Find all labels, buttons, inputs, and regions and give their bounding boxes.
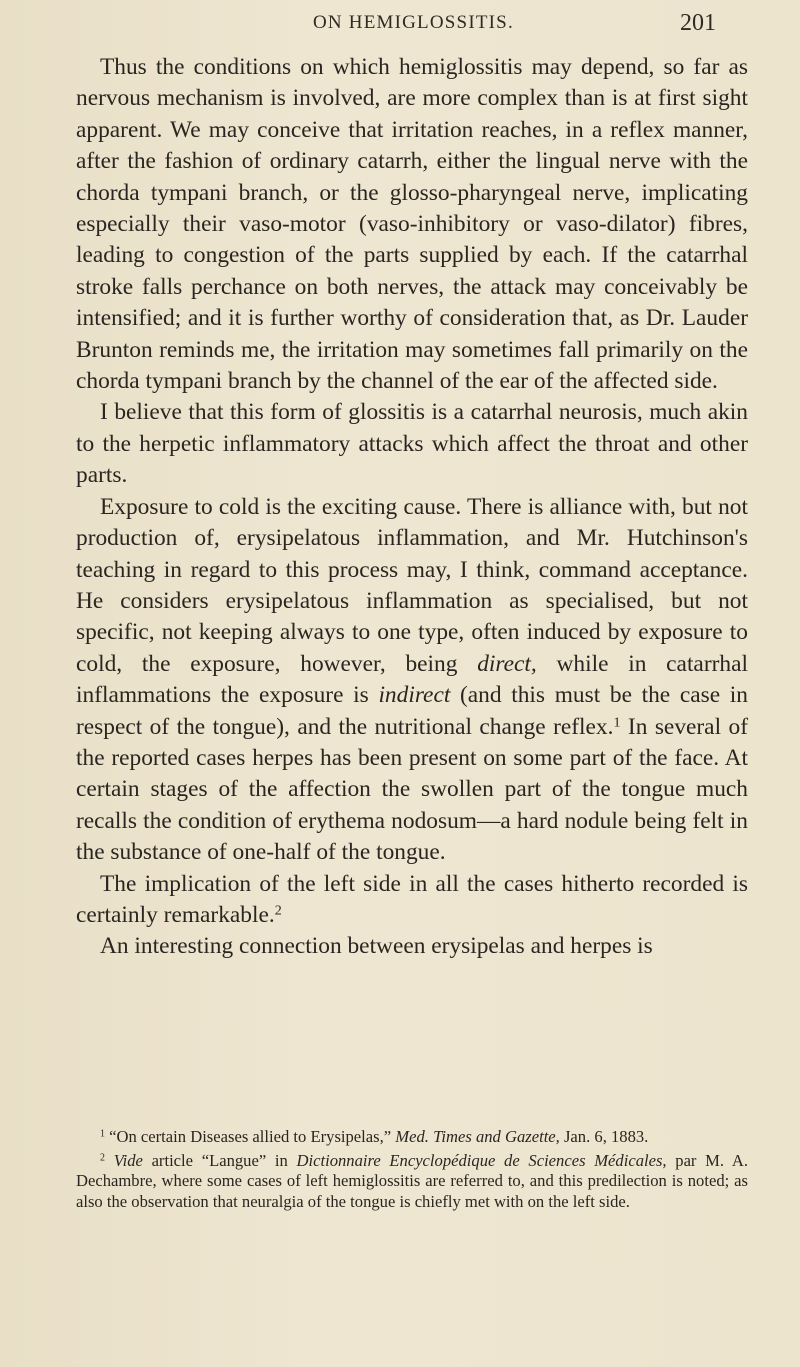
paragraph-4: [76, 869, 748, 932]
page-number: 201: [680, 10, 716, 36]
footnote-1-journal: Med. Times and Gazette,: [395, 1127, 560, 1146]
footnote-2-vide: Vide: [113, 1151, 143, 1171]
paragraph-3-text-d: In several of the reported cases herpes has been present on some part of the face. At certain stages of the affection the swollen part of the tongue much recalls the condition of erythema nodosum—a hard nodule being felt in the substance of one-half of the tongue.: [76, 713, 748, 866]
footnote-ref-1: 1: [613, 713, 621, 730]
paragraph-3-text-c: (and this must be the case in respect of the tongue), and the nutritional change reflex.: [76, 682, 748, 740]
paragraph-2: I believe that this form of glossitis is a catarrhal neurosis, much akin to the herpetic inflammatory attacks which affect the throat and other parts.: [76, 399, 748, 489]
footnote-2-text-b: par M. A. Dechambre, where some cases of left hemiglossitis are referred to, and this predilection is noted; as also the observation that neuralgia of the tongue is chiefly met with on the left side.: [76, 1151, 748, 1211]
emphasis-direct: direct,: [477, 650, 537, 677]
footnote-2-mark: 2: [100, 1152, 105, 1164]
footnote-1-mark: 1: [100, 1128, 105, 1140]
body-text: [76, 52, 748, 963]
footnote-2: [76, 1151, 748, 1212]
paragraph-3: [76, 492, 748, 869]
footnote-1-text-b: Jan. 6, 1883.: [559, 1127, 649, 1146]
footnote-1: [76, 1127, 748, 1147]
footnote-ref-2: 2: [274, 902, 282, 919]
footnote-2-text-a: article “Langue” in: [142, 1151, 297, 1171]
page-header: [0, 12, 800, 42]
footnote-1-text-a: “On certain Diseases allied to Erysipelas,”: [104, 1127, 396, 1146]
footnote-2-dictionary: Dictionnaire Encyclopédique de Sciences Médicales,: [296, 1151, 667, 1171]
running-title: ON HEMIGLOSSITIS.: [313, 12, 514, 33]
paragraph-4-text: The implication of the left side in all the cases hitherto recorded is certainly remarkable.: [76, 870, 748, 928]
footnotes: [76, 1127, 748, 1216]
paragraph-3-text-b: while in catarrhal inflammations the exposure is: [76, 650, 748, 709]
paragraph-3-text-a: Exposure to cold is the exciting cause. There is alliance with, but not production of, erysipelatous inflammation, and Mr. Hutchinson's teaching in regard to this process may, I think, command acceptance. He considers erysipelatous inflammation as specialised, but not specific, not keeping always to one type, often induced by exposure to cold, the exposure, however, being: [76, 493, 748, 677]
paragraph-5: An interesting connection between erysipelas and herpes is: [100, 933, 653, 960]
emphasis-indirect: indirect: [378, 682, 451, 709]
paragraph-1: Thus the conditions on which hemiglossitis may depend, so far as nervous mechanism is involved, are more complex than is at first sight apparent. We may conceive that irritation reaches, in a reflex manner, after the fashion of ordinary catarrh, either the lingual nerve with the chorda tympani branch, or the glosso-pharyngeal nerve, implicating especially their vaso-motor (vaso-inhibitory or vaso-dilator) fibres, leading to congestion of the parts supplied by each. If the catarrhal stroke falls perchance on both nerves, the attack may conceivably be intensified; and it is further worthy of consideration that, as Dr. Lauder Brunton reminds me, the irritation may sometimes fall primarily on the chorda tympani branch by the channel of the ear of the affected side.: [76, 54, 748, 395]
